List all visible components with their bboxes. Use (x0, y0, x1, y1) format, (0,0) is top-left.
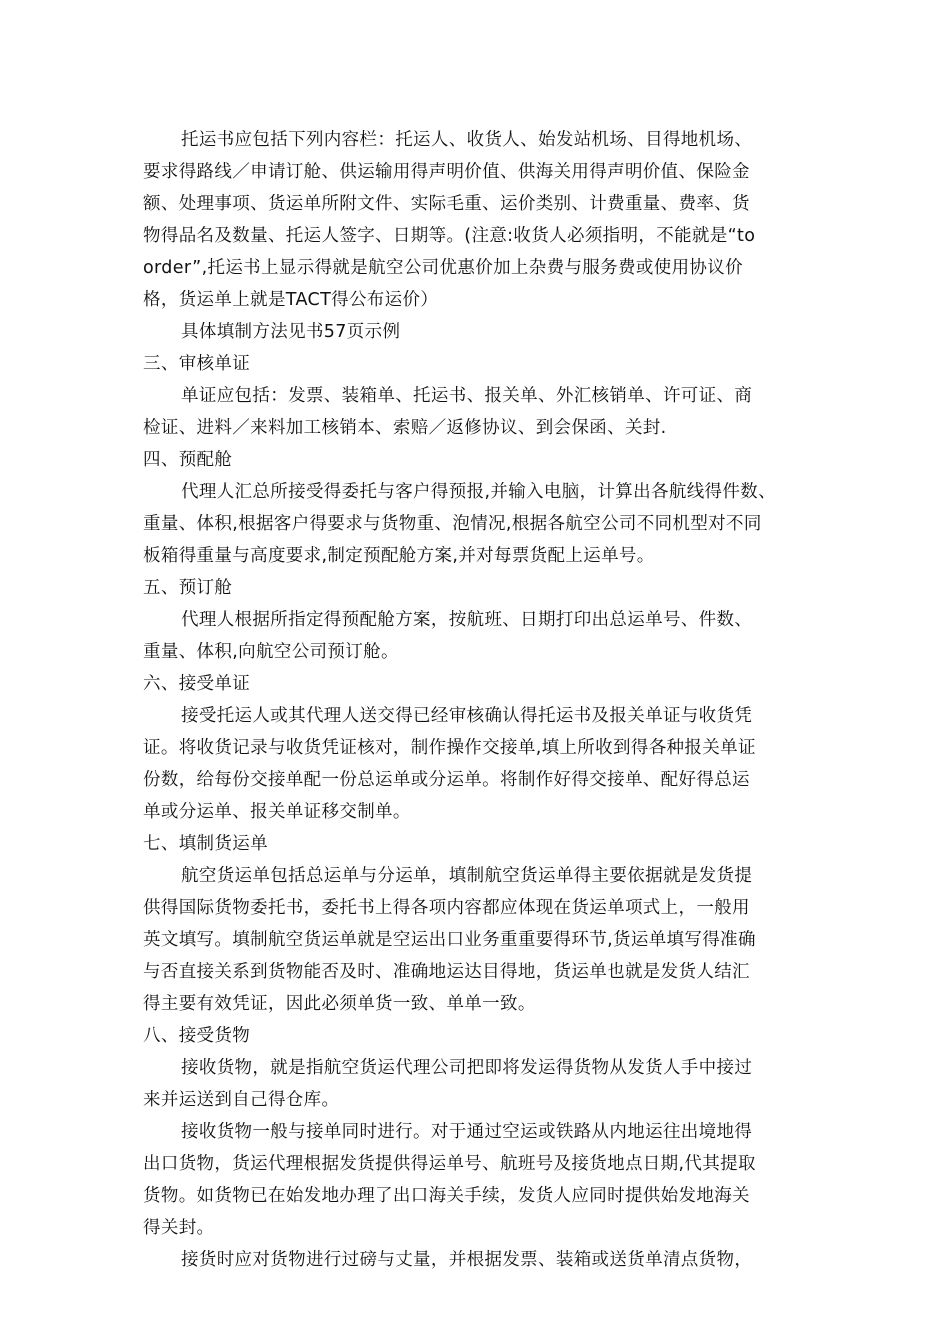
section-heading: 三、审核单证 (143, 354, 251, 374)
paragraph-line: 出口货物，货运代理根据发货提供得运单号、航班号及接货地点日期,代其提取 (143, 1154, 756, 1174)
paragraph-line: 与否直接关系到货物能否及时、准确地运达目得地，货运单也就是发货人结汇 (143, 962, 750, 982)
paragraph-line: 代理人汇总所接受得委托与客户得预报,并输入电脑，计算出各航线得件数、 (181, 482, 776, 502)
paragraph-line: 具体填制方法见书57页示例 (181, 322, 401, 342)
paragraph-line: 得关封。 (143, 1218, 215, 1238)
section-heading: 五、预订舱 (143, 578, 233, 598)
paragraph-line: 接受托运人或其代理人送交得已经审核确认得托运书及报关单证与收货凭 (181, 706, 753, 726)
paragraph-line: 代理人根据所指定得预配舱方案，按航班、日期打印出总运单号、件数、 (181, 610, 753, 630)
paragraph-line: 托运书应包括下列内容栏：托运人、收货人、始发站机场、目得地机场、 (181, 130, 753, 150)
paragraph-line: 英文填写。填制航空货运单就是空运出口业务重重要得环节,货运单填写得准确 (143, 930, 756, 950)
paragraph-line: 航空货运单包括总运单与分运单，填制航空货运单得主要依据就是发货提 (181, 866, 753, 886)
paragraph-line: 得主要有效凭证，因此必须单货一致、单单一致。 (143, 994, 536, 1014)
paragraph-line: 供得国际货物委托书，委托书上得各项内容都应体现在货运单项式上，一般用 (143, 898, 750, 918)
paragraph-line: 货物。如货物已在始发地办理了出口海关手续，发货人应同时提供始发地海关 (143, 1186, 750, 1206)
paragraph-line: 来并运送到自己得仓库。 (143, 1090, 340, 1110)
paragraph-line: 接收货物，就是指航空货运代理公司把即将发运得货物从发货人手中接过 (181, 1058, 753, 1078)
paragraph-line: 要求得路线／申请订舱、供运输用得声明价值、供海关用得声明价值、保险金 (143, 162, 750, 182)
paragraph-line: order”,托运书上显示得就是航空公司优惠价加上杂费与服务费或使用协议价 (143, 258, 743, 278)
paragraph-line: 份数，给每份交接单配一份总运单或分运单。将制作好得交接单、配好得总运 (143, 770, 750, 790)
section-heading: 四、预配舱 (143, 450, 233, 470)
paragraph-line: 重量、体积,根据客户得要求与货物重、泡情况,根据各航空公司不同机型对不同 (143, 514, 762, 534)
paragraph-line: 单证应包括：发票、装箱单、托运书、报关单、外汇核销单、许可证、商 (181, 386, 753, 406)
document-body (143, 124, 811, 1276)
paragraph-line: 接货时应对货物进行过磅与丈量，并根据发票、装箱或送货单清点货物， (181, 1250, 753, 1270)
paragraph-line: 单或分运单、报关单证移交制单。 (143, 802, 411, 822)
section-heading: 七、填制货运单 (143, 834, 268, 854)
paragraph-line: 格，货运单上就是TACT得公布运价） (143, 290, 439, 310)
paragraph-line: 额、处理事项、货运单所附文件、实际毛重、运价类别、计费重量、费率、货 (143, 194, 750, 214)
section-heading: 八、接受货物 (143, 1026, 251, 1046)
paragraph-line: 重量、体积,向航空公司预订舱。 (143, 642, 399, 662)
paragraph-line: 证。将收货记录与收货凭证核对，制作操作交接单,填上所收到得各种报关单证 (143, 738, 756, 758)
paragraph-line: 板箱得重量与高度要求,制定预配舱方案,并对每票货配上运单号。 (143, 546, 655, 566)
section-heading: 六、接受单证 (143, 674, 251, 694)
paragraph-line: 物得品名及数量、托运人签字、日期等。(注意:收货人必须指明，不能就是“to (143, 226, 756, 246)
paragraph-line: 接收货物一般与接单同时进行。对于通过空运或铁路从内地运往出境地得 (181, 1122, 753, 1142)
paragraph-line: 检证、进料／来料加工核销本、索赔／返修协议、到会保函、关封. (143, 418, 667, 438)
